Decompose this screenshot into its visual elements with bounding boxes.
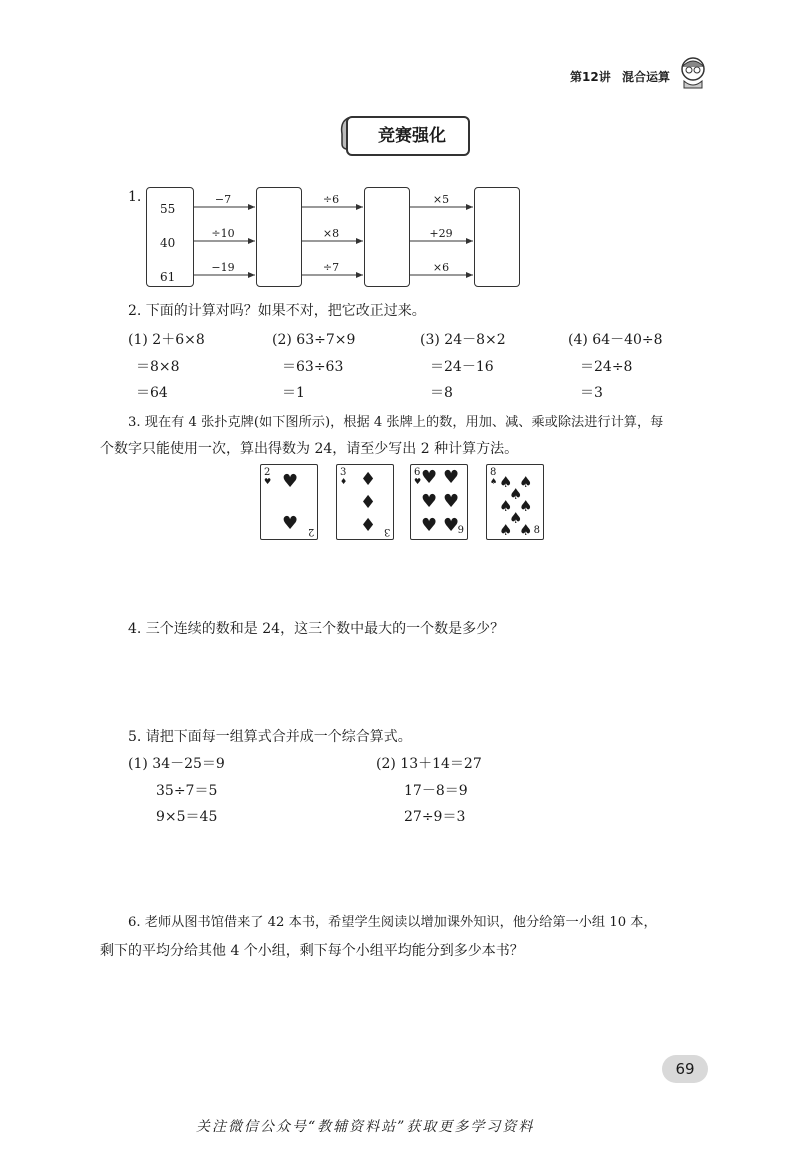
q2-prompt: 2. 下面的计算对吗？如果不对，把它改正过来。 bbox=[128, 303, 426, 319]
heart-icon: ♥ bbox=[414, 477, 422, 486]
q5-group2-line: 17－8＝9 bbox=[404, 783, 468, 799]
q2-item-line: ＝8×8 bbox=[136, 359, 180, 375]
footer-note: 关注微信公众号“教辅资料站”获取更多学习资料 bbox=[196, 1119, 535, 1135]
card-rank: 3 bbox=[340, 467, 347, 478]
spade-icon: ♠ bbox=[519, 473, 533, 491]
q2-item-line: ＝24÷8 bbox=[580, 359, 633, 375]
card-rank: 8 bbox=[490, 467, 497, 478]
header-lesson: 第12讲 bbox=[570, 70, 611, 84]
header-topic: 混合运算 bbox=[622, 70, 671, 84]
q1-op: +29 bbox=[429, 227, 453, 240]
diamond-icon: ♦ bbox=[360, 515, 377, 536]
card-rank-flipped: 9 bbox=[457, 525, 464, 536]
heart-icon: ♥ bbox=[443, 515, 460, 536]
heart-icon: ♥ bbox=[421, 467, 438, 488]
q1-start-value: 40 bbox=[160, 236, 176, 250]
diamond-icon: ♦ bbox=[360, 492, 377, 513]
playing-card bbox=[486, 464, 544, 540]
q6-line2: 剩下的平均分给其他 4 个小组，剩下每个小组平均能分到多少本书？ bbox=[100, 943, 524, 959]
q5-group1-line: (1) 34－25＝9 bbox=[128, 756, 225, 772]
heart-icon: ♥ bbox=[421, 491, 438, 512]
q1-op: ×5 bbox=[432, 193, 450, 206]
q5-group1-line: 9×5＝45 bbox=[156, 809, 218, 825]
spade-icon: ♠ bbox=[509, 509, 523, 527]
q2-item-line: ＝64 bbox=[136, 385, 168, 401]
q2-item-line: ＝1 bbox=[282, 385, 305, 401]
q2-item-line: ＝63÷63 bbox=[282, 359, 344, 375]
card-rank: 6 bbox=[414, 467, 421, 478]
spade-icon: ♠ bbox=[519, 497, 533, 515]
diamond-icon: ♦ bbox=[360, 469, 377, 490]
heart-icon: ♥ bbox=[282, 513, 299, 534]
spade-icon: ♠ bbox=[499, 521, 513, 539]
q1-op: ×8 bbox=[322, 227, 340, 240]
heart-icon: ♥ bbox=[421, 515, 438, 536]
q1-start-value: 61 bbox=[160, 270, 176, 284]
q5-prompt: 5. 请把下面每一组算式合并成一个综合算式。 bbox=[128, 729, 412, 745]
page-number: 69 bbox=[662, 1055, 708, 1083]
spade-icon: ♠ bbox=[499, 497, 513, 515]
diamond-icon: ♦ bbox=[340, 477, 348, 486]
q2-item-line: ＝3 bbox=[580, 385, 603, 401]
q3-line2: 个数字只能使用一次，算出得数为 24，请至少写出 2 种计算方法。 bbox=[100, 441, 519, 457]
heart-icon: ♥ bbox=[443, 491, 460, 512]
spade-icon: ♠ bbox=[519, 521, 533, 539]
q1-op: −7 bbox=[214, 193, 232, 206]
q1-op: ÷7 bbox=[322, 261, 340, 274]
q1-start-value: 55 bbox=[160, 202, 176, 216]
q5-group2-line: (2) 13＋14＝27 bbox=[376, 756, 482, 772]
q1-number: 1. bbox=[128, 189, 142, 205]
spade-icon: ♠ bbox=[490, 477, 498, 486]
playing-card bbox=[410, 464, 468, 540]
card-rank: 2 bbox=[264, 467, 271, 478]
card-rank-flipped: 2 bbox=[307, 526, 314, 537]
card-rank-flipped: 3 bbox=[383, 526, 390, 537]
playing-card bbox=[260, 464, 318, 540]
section-banner: 竞赛强化 bbox=[346, 116, 470, 156]
q2-item-line: (2) 63÷7×9 bbox=[272, 332, 356, 348]
q2-item-line: (1) 2＋6×8 bbox=[128, 332, 205, 348]
heart-icon: ♥ bbox=[443, 467, 460, 488]
q3-line1: 3. 现在有 4 张扑克牌(如下图所示)，根据 4 张牌上的数，用加、减、乘或除法进行计算，每 bbox=[128, 415, 664, 430]
spade-icon: ♠ bbox=[509, 485, 523, 503]
q2-item-line: ＝8 bbox=[430, 385, 453, 401]
q4-text: 4. 三个连续的数和是 24，这三个数中最大的一个数是多少？ bbox=[128, 621, 505, 637]
heart-icon: ♥ bbox=[264, 477, 272, 486]
q5-group2-line: 27÷9＝3 bbox=[404, 809, 466, 825]
q1-op: ÷10 bbox=[211, 227, 235, 240]
q6-line1: 6. 老师从图书馆借来了 42 本书，希望学生阅读以增加课外知识，他分给第一小组 10 本， bbox=[128, 915, 657, 930]
spade-icon: ♠ bbox=[499, 473, 513, 491]
q1-op: ×6 bbox=[432, 261, 450, 274]
q2-item-line: (4) 64－40÷8 bbox=[568, 332, 663, 348]
playing-card bbox=[336, 464, 394, 540]
heart-icon: ♥ bbox=[282, 471, 299, 492]
q1-op: −19 bbox=[211, 261, 235, 274]
q1-arrows bbox=[0, 0, 800, 300]
q5-group1-line: 35÷7＝5 bbox=[156, 783, 218, 799]
q2-item-line: ＝24－16 bbox=[430, 359, 494, 375]
q2-item-line: (3) 24－8×2 bbox=[420, 332, 506, 348]
q1-op: ÷6 bbox=[322, 193, 340, 206]
card-rank-flipped: 8 bbox=[533, 525, 540, 536]
